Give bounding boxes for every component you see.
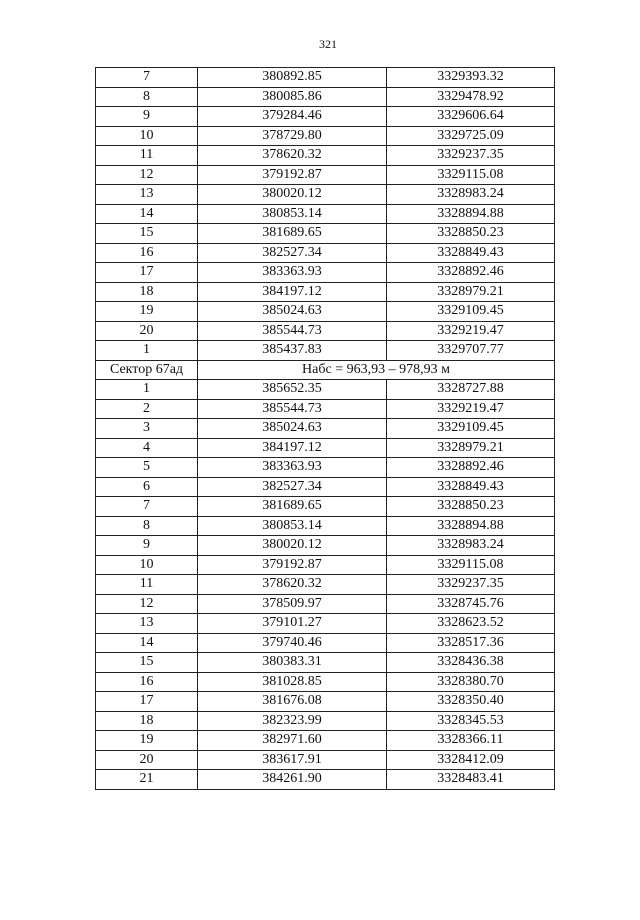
table-row	[96, 575, 555, 595]
coordinate-x: 379192.87	[198, 555, 387, 575]
point-number: 12	[96, 594, 198, 614]
coordinate-y: 3328849.43	[387, 477, 555, 497]
table-row	[96, 87, 555, 107]
table-row	[96, 692, 555, 712]
coordinate-x: 383363.93	[198, 458, 387, 478]
coordinate-x: 379740.46	[198, 633, 387, 653]
point-number: 13	[96, 614, 198, 634]
sector-header-body	[96, 360, 555, 380]
point-number: 10	[96, 126, 198, 146]
coordinate-y: 3328380.70	[387, 672, 555, 692]
coordinate-y: 3328983.24	[387, 536, 555, 556]
table-row	[96, 672, 555, 692]
coordinate-y: 3328850.23	[387, 224, 555, 244]
coordinate-y: 3329237.35	[387, 146, 555, 166]
point-number: 6	[96, 477, 198, 497]
table-row	[96, 146, 555, 166]
coordinate-x: 379192.87	[198, 165, 387, 185]
coordinate-y: 3328850.23	[387, 497, 555, 517]
page-number: 321	[319, 37, 337, 51]
table-row	[96, 536, 555, 556]
coordinate-x: 385024.63	[198, 419, 387, 439]
table-row	[96, 68, 555, 88]
point-number: 15	[96, 653, 198, 673]
coordinate-y: 3329478.92	[387, 87, 555, 107]
coordinate-y: 3328983.24	[387, 185, 555, 205]
coordinate-x: 380853.14	[198, 516, 387, 536]
coordinate-x: 383363.93	[198, 263, 387, 283]
coordinate-x: 384197.12	[198, 282, 387, 302]
coordinates-table	[95, 67, 555, 790]
point-number: 1	[96, 380, 198, 400]
point-number: 3	[96, 419, 198, 439]
coordinate-y: 3328979.21	[387, 438, 555, 458]
sector-height-range: Набс = 963,93 – 978,93 м	[198, 360, 555, 380]
coordinate-x: 384261.90	[198, 770, 387, 790]
table-row	[96, 419, 555, 439]
point-number: 12	[96, 165, 198, 185]
coordinate-x: 385544.73	[198, 321, 387, 341]
table-row	[96, 302, 555, 322]
coordinate-x: 382323.99	[198, 711, 387, 731]
table-row	[96, 107, 555, 127]
coordinate-y: 3328366.11	[387, 731, 555, 751]
table-row	[96, 653, 555, 673]
table-row	[96, 243, 555, 263]
table-row	[96, 516, 555, 536]
coordinate-x: 381689.65	[198, 497, 387, 517]
table-row	[96, 165, 555, 185]
coordinate-y: 3328892.46	[387, 458, 555, 478]
table-row	[96, 282, 555, 302]
coordinate-x: 382527.34	[198, 477, 387, 497]
sector-header-row	[96, 360, 555, 380]
coordinate-x: 380383.31	[198, 653, 387, 673]
table-row	[96, 555, 555, 575]
coordinate-y: 3328979.21	[387, 282, 555, 302]
coordinate-y: 3328483.41	[387, 770, 555, 790]
coordinate-x: 378729.80	[198, 126, 387, 146]
coordinate-x: 385544.73	[198, 399, 387, 419]
point-number: 9	[96, 107, 198, 127]
coordinate-x: 381676.08	[198, 692, 387, 712]
coordinate-y: 3329707.77	[387, 341, 555, 361]
coordinate-x: 384197.12	[198, 438, 387, 458]
table-row	[96, 731, 555, 751]
coordinate-x: 385652.35	[198, 380, 387, 400]
point-number: 17	[96, 692, 198, 712]
point-number: 19	[96, 302, 198, 322]
coordinate-x: 380853.14	[198, 204, 387, 224]
coordinate-y: 3329219.47	[387, 321, 555, 341]
point-number: 1	[96, 341, 198, 361]
point-number: 20	[96, 750, 198, 770]
point-number: 8	[96, 87, 198, 107]
coordinate-y: 3328745.76	[387, 594, 555, 614]
coordinate-x: 378620.32	[198, 146, 387, 166]
table-row	[96, 594, 555, 614]
coordinate-y: 3328894.88	[387, 516, 555, 536]
coordinate-x: 379101.27	[198, 614, 387, 634]
table-row	[96, 711, 555, 731]
coordinate-y: 3328849.43	[387, 243, 555, 263]
coordinate-x: 380020.12	[198, 185, 387, 205]
coordinate-y: 3329115.08	[387, 555, 555, 575]
coordinate-y: 3329115.08	[387, 165, 555, 185]
point-number: 21	[96, 770, 198, 790]
table-row	[96, 185, 555, 205]
coordinate-y: 3328436.38	[387, 653, 555, 673]
table-row	[96, 380, 555, 400]
point-number: 4	[96, 438, 198, 458]
point-number: 10	[96, 555, 198, 575]
point-number: 11	[96, 575, 198, 595]
coordinate-x: 382971.60	[198, 731, 387, 751]
coordinate-x: 379284.46	[198, 107, 387, 127]
table-row	[96, 263, 555, 283]
table-top-body	[96, 68, 555, 361]
coordinate-y: 3328350.40	[387, 692, 555, 712]
point-number: 15	[96, 224, 198, 244]
coordinate-x: 380085.86	[198, 87, 387, 107]
table-row	[96, 438, 555, 458]
point-number: 9	[96, 536, 198, 556]
coordinate-x: 385024.63	[198, 302, 387, 322]
coordinate-y: 3329109.45	[387, 419, 555, 439]
coordinate-y: 3329393.32	[387, 68, 555, 88]
coordinate-y: 3328412.09	[387, 750, 555, 770]
coordinate-y: 3328623.52	[387, 614, 555, 634]
coordinate-x: 383617.91	[198, 750, 387, 770]
coordinate-x: 380020.12	[198, 536, 387, 556]
table-row	[96, 614, 555, 634]
coordinate-y: 3328894.88	[387, 204, 555, 224]
coordinate-y: 3328517.36	[387, 633, 555, 653]
point-number: 16	[96, 243, 198, 263]
coordinate-x: 378620.32	[198, 575, 387, 595]
point-number: 14	[96, 204, 198, 224]
point-number: 7	[96, 497, 198, 517]
coordinate-y: 3328892.46	[387, 263, 555, 283]
coordinate-y: 3329237.35	[387, 575, 555, 595]
point-number: 5	[96, 458, 198, 478]
point-number: 18	[96, 711, 198, 731]
coordinate-y: 3329725.09	[387, 126, 555, 146]
coordinate-y: 3329219.47	[387, 399, 555, 419]
point-number: 7	[96, 68, 198, 88]
table-row	[96, 770, 555, 790]
coordinate-x: 385437.83	[198, 341, 387, 361]
point-number: 11	[96, 146, 198, 166]
coordinate-x: 381689.65	[198, 224, 387, 244]
coordinate-x: 378509.97	[198, 594, 387, 614]
point-number: 20	[96, 321, 198, 341]
point-number: 19	[96, 731, 198, 751]
table-row	[96, 750, 555, 770]
table-row	[96, 633, 555, 653]
table-row	[96, 458, 555, 478]
sector-label: Сектор 67ад	[96, 360, 198, 380]
point-number: 8	[96, 516, 198, 536]
coordinate-x: 382527.34	[198, 243, 387, 263]
table-row	[96, 341, 555, 361]
table-row	[96, 477, 555, 497]
point-number: 13	[96, 185, 198, 205]
table-row	[96, 399, 555, 419]
table-row	[96, 497, 555, 517]
point-number: 17	[96, 263, 198, 283]
coordinate-x: 381028.85	[198, 672, 387, 692]
table-row	[96, 321, 555, 341]
table-row	[96, 224, 555, 244]
coordinate-y: 3329606.64	[387, 107, 555, 127]
point-number: 16	[96, 672, 198, 692]
coordinate-y: 3328727.88	[387, 380, 555, 400]
coordinate-y: 3329109.45	[387, 302, 555, 322]
table-bottom-body	[96, 380, 555, 790]
point-number: 2	[96, 399, 198, 419]
point-number: 14	[96, 633, 198, 653]
coordinate-y: 3328345.53	[387, 711, 555, 731]
table-row	[96, 204, 555, 224]
table-row	[96, 126, 555, 146]
coordinate-x: 380892.85	[198, 68, 387, 88]
point-number: 18	[96, 282, 198, 302]
